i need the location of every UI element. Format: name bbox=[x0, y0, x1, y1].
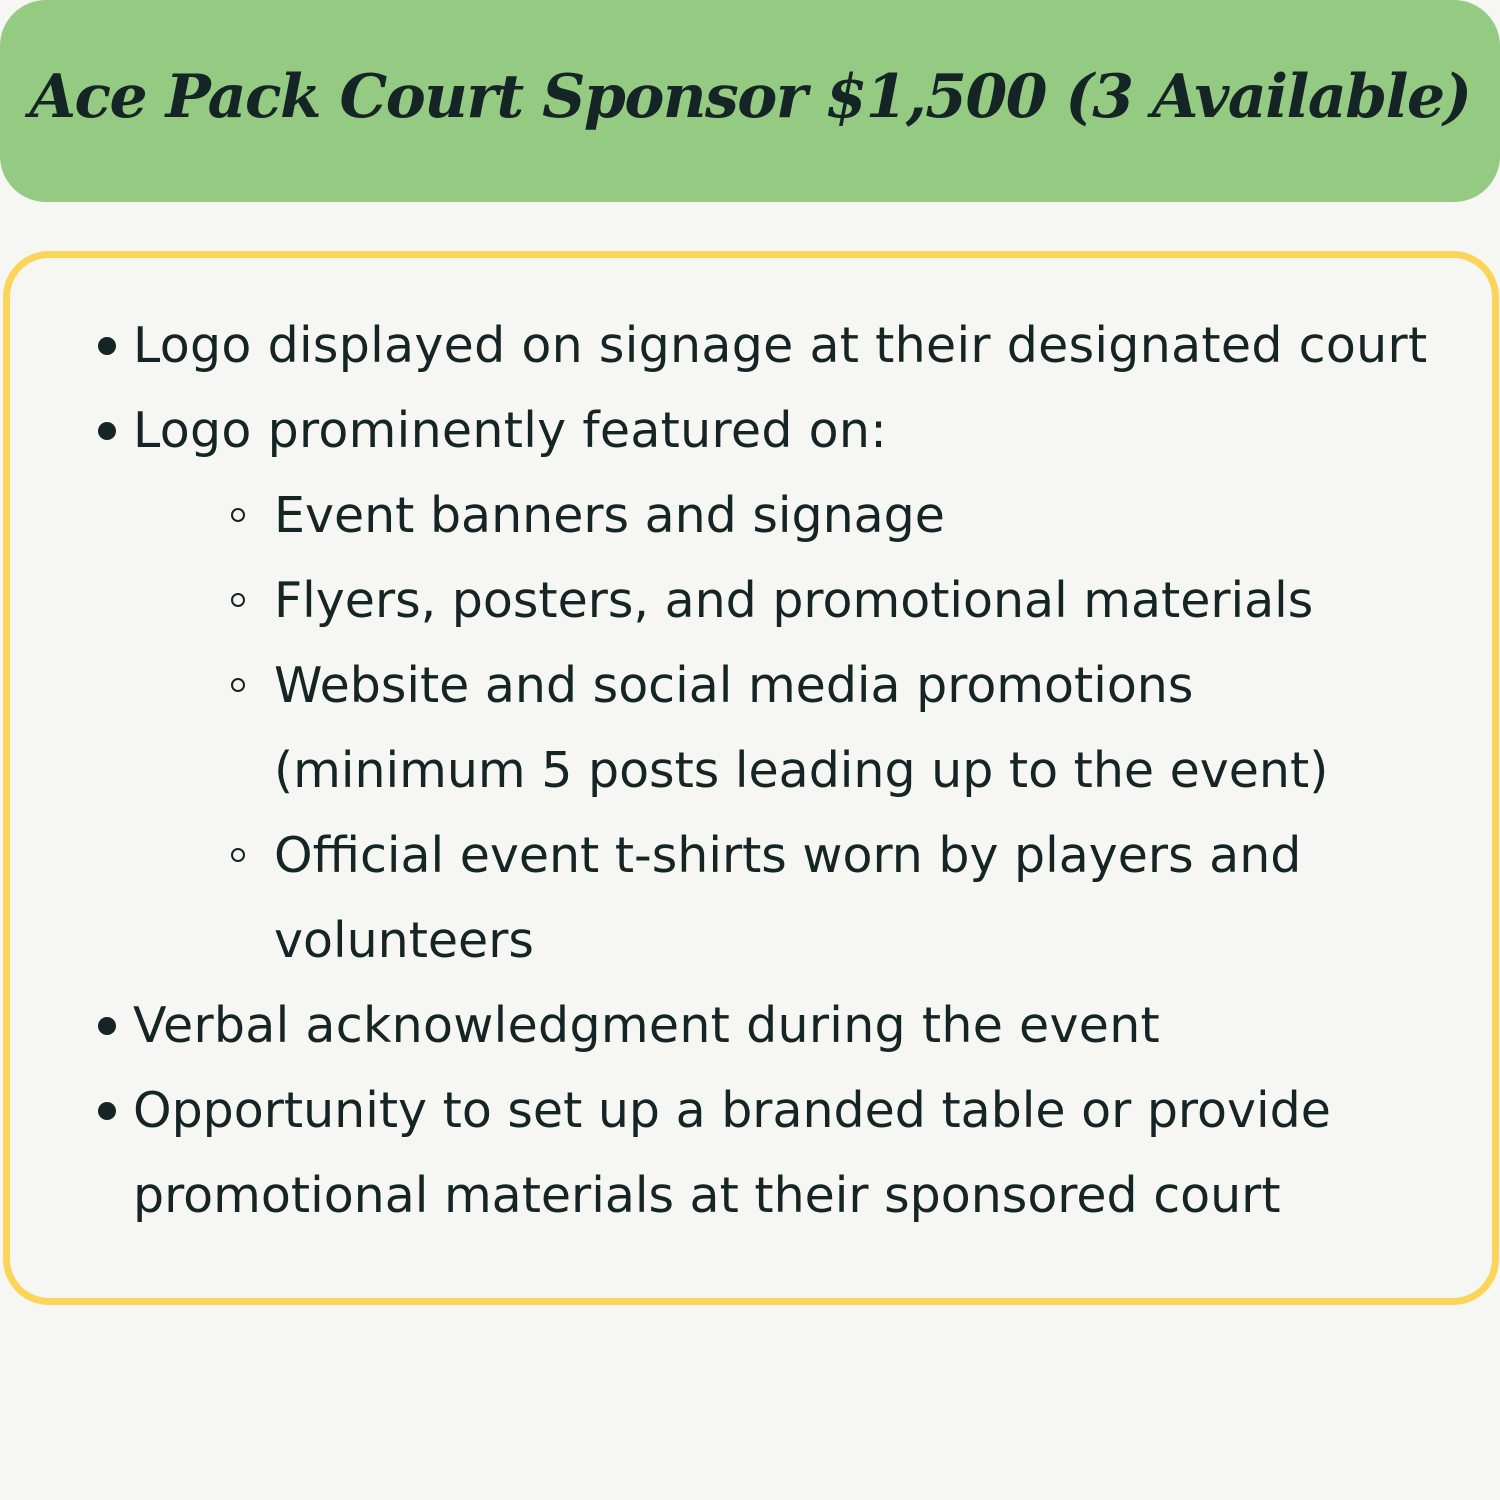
benefit-list bbox=[10, 303, 1492, 1238]
bullet-icon bbox=[98, 1102, 116, 1120]
sub-list-item-text: Event banners and signage bbox=[274, 487, 945, 544]
sub-list-item-text: Flyers, posters, and promotional materials bbox=[274, 572, 1314, 629]
sub-list-item-text-line: (minimum 5 posts leading up to the event) bbox=[274, 742, 1329, 799]
benefits-card bbox=[3, 251, 1499, 1305]
title-banner bbox=[0, 0, 1500, 202]
hollow-bullet-icon bbox=[231, 678, 245, 692]
sub-list-item-text-line: Website and social media promotions bbox=[274, 657, 1194, 714]
list-item bbox=[10, 1068, 1492, 1238]
list-item bbox=[10, 388, 1492, 983]
sub-list-item-text-line: Official event t-shirts worn by players and bbox=[274, 827, 1302, 884]
sub-list-item bbox=[10, 813, 1492, 983]
list-item-text: Logo displayed on signage at their designated court bbox=[133, 317, 1428, 374]
bullet-icon bbox=[98, 337, 116, 355]
list-item bbox=[10, 303, 1492, 388]
bullet-icon bbox=[98, 422, 116, 440]
list-item-text: Verbal acknowledgment during the event bbox=[133, 997, 1161, 1054]
hollow-bullet-icon bbox=[231, 593, 245, 607]
list-item-text-line: promotional materials at their sponsored court bbox=[133, 1167, 1281, 1224]
hollow-bullet-icon bbox=[231, 848, 245, 862]
sub-list-item bbox=[10, 558, 1492, 643]
list-item-text: Logo prominently featured on: bbox=[133, 402, 888, 459]
sub-list-item bbox=[10, 643, 1492, 813]
sub-list bbox=[133, 473, 1492, 983]
sub-list-item-text-line: volunteers bbox=[274, 912, 534, 969]
page-title: Ace Pack Court Sponsor $1,500 (3 Available) bbox=[29, 62, 1471, 132]
list-item bbox=[10, 983, 1492, 1068]
bullet-icon bbox=[98, 1017, 116, 1035]
hollow-bullet-icon bbox=[231, 508, 245, 522]
list-item-text-line: Opportunity to set up a branded table or provide bbox=[133, 1082, 1331, 1139]
sub-list-item bbox=[10, 473, 1492, 558]
